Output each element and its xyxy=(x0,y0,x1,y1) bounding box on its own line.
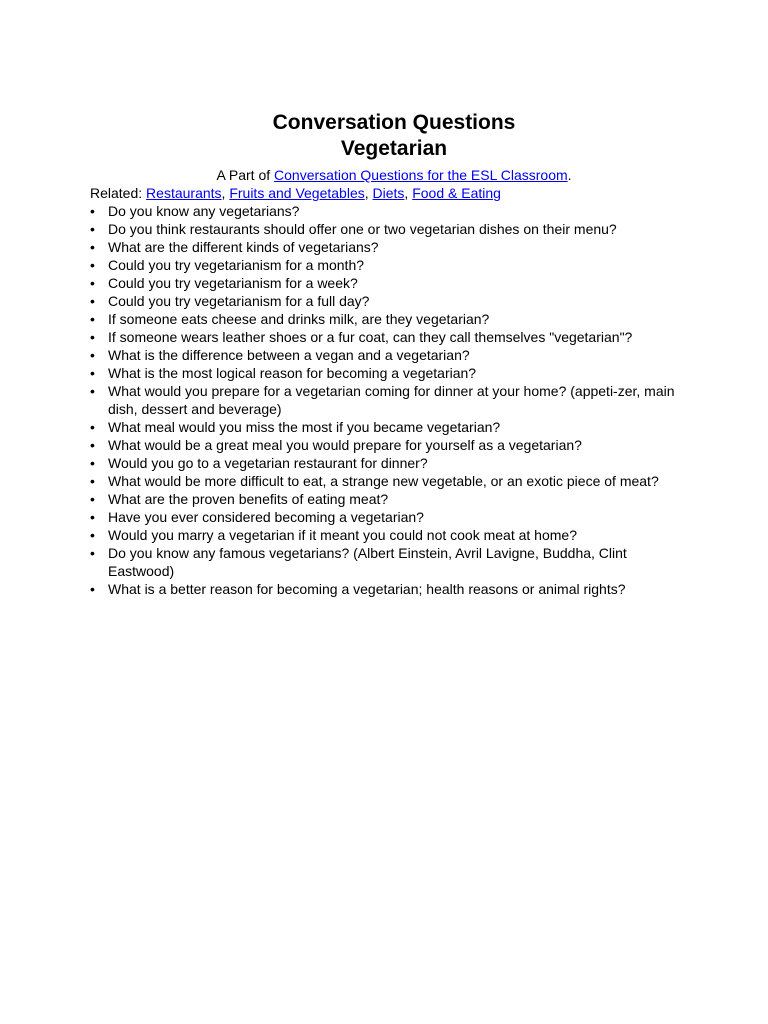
list-item xyxy=(90,526,690,544)
list-item xyxy=(90,274,690,292)
question-text: What is a better reason for becoming a vegetarian; health reasons or animal rights? xyxy=(108,581,626,597)
related-links xyxy=(90,184,690,202)
bullet-icon: • xyxy=(90,473,95,489)
list-item xyxy=(90,238,690,256)
question-text: Would you marry a vegetarian if it meant you could not cook meat at home? xyxy=(108,527,577,543)
list-item xyxy=(90,508,690,526)
related-link-restaurants[interactable]: Restaurants xyxy=(146,185,222,201)
list-item xyxy=(90,256,690,274)
bullet-icon: • xyxy=(90,203,95,219)
related-separator: , xyxy=(364,185,373,201)
list-item xyxy=(90,436,690,454)
question-text: What is the difference between a vegan and a vegetarian? xyxy=(108,347,470,363)
list-item xyxy=(90,382,690,418)
bullet-icon: • xyxy=(90,275,95,291)
esl-classroom-link[interactable]: Conversation Questions for the ESL Classroom xyxy=(274,167,568,183)
related-link-diets[interactable]: Diets xyxy=(372,185,405,201)
list-item xyxy=(90,454,690,472)
bullet-icon: • xyxy=(90,581,95,597)
bullet-icon: • xyxy=(90,239,95,255)
question-text: What would be a great meal you would prepare for yourself as a vegetarian? xyxy=(108,437,582,453)
question-text: If someone wears leather shoes or a fur coat, can they call themselves "vegetarian"? xyxy=(108,329,633,345)
bullet-icon: • xyxy=(90,365,95,381)
document-content xyxy=(90,110,690,598)
question-text: What would you prepare for a vegetarian coming for dinner at your home? (appeti-zer, main dish, dessert and beverage) xyxy=(108,383,675,417)
bullet-icon: • xyxy=(90,347,95,363)
page-title xyxy=(90,110,690,162)
related-link-fruits-vegetables[interactable]: Fruits and Vegetables xyxy=(229,185,365,201)
bullet-icon: • xyxy=(90,221,95,237)
list-item xyxy=(90,580,690,598)
list-item xyxy=(90,292,690,310)
related-label: Related: xyxy=(90,185,147,201)
question-text: Do you know any famous vegetarians? (Albert Einstein, Avril Lavigne, Buddha, Clint Eastwood) xyxy=(108,545,627,579)
question-text: If someone eats cheese and drinks milk, are they vegetarian? xyxy=(108,311,490,327)
bullet-icon: • xyxy=(90,437,95,453)
bullet-icon: • xyxy=(90,383,95,399)
question-text: Have you ever considered becoming a vegetarian? xyxy=(108,509,424,525)
part-prefix: A Part of xyxy=(216,167,275,183)
bullet-icon: • xyxy=(90,545,95,561)
bullet-icon: • xyxy=(90,329,95,345)
bullet-icon: • xyxy=(90,455,95,471)
related-link-food-eating[interactable]: Food & Eating xyxy=(412,185,501,201)
question-text: Could you try vegetarianism for a month? xyxy=(108,257,365,273)
question-text: What are the different kinds of vegetarians? xyxy=(108,239,379,255)
question-text: What meal would you miss the most if you became vegetarian? xyxy=(108,419,501,435)
list-item xyxy=(90,346,690,364)
question-text: What is the most logical reason for becoming a vegetarian? xyxy=(108,365,477,381)
title-line-1: Conversation Questions xyxy=(272,111,516,134)
bullet-icon: • xyxy=(90,491,95,507)
bullet-icon: • xyxy=(90,419,95,435)
title-line-2: Vegetarian xyxy=(340,137,448,160)
question-text: Do you know any vegetarians? xyxy=(108,203,300,219)
bullet-icon: • xyxy=(90,311,95,327)
list-item xyxy=(90,328,690,346)
related-separator: , xyxy=(404,185,413,201)
list-item xyxy=(90,220,690,238)
question-text: Do you think restaurants should offer one or two vegetarian dishes on their menu? xyxy=(108,221,617,237)
question-text: Could you try vegetarianism for a week? xyxy=(108,275,358,291)
related-separator: , xyxy=(221,185,230,201)
list-item xyxy=(90,472,690,490)
question-text: What are the proven benefits of eating meat? xyxy=(108,491,389,507)
question-text: What would be more difficult to eat, a strange new vegetable, or an exotic piece of meat? xyxy=(108,473,659,489)
bullet-icon: • xyxy=(90,293,95,309)
part-suffix: . xyxy=(567,167,572,183)
bullet-icon: • xyxy=(90,527,95,543)
part-of-line xyxy=(90,166,690,184)
list-item xyxy=(90,418,690,436)
list-item xyxy=(90,310,690,328)
bullet-icon: • xyxy=(90,257,95,273)
list-item xyxy=(90,544,690,580)
bullet-icon: • xyxy=(90,509,95,525)
list-item xyxy=(90,364,690,382)
question-text: Could you try vegetarianism for a full day? xyxy=(108,293,370,309)
list-item xyxy=(90,202,690,220)
question-text: Would you go to a vegetarian restaurant for dinner? xyxy=(108,455,428,471)
list-item xyxy=(90,490,690,508)
questions-list xyxy=(90,202,690,598)
